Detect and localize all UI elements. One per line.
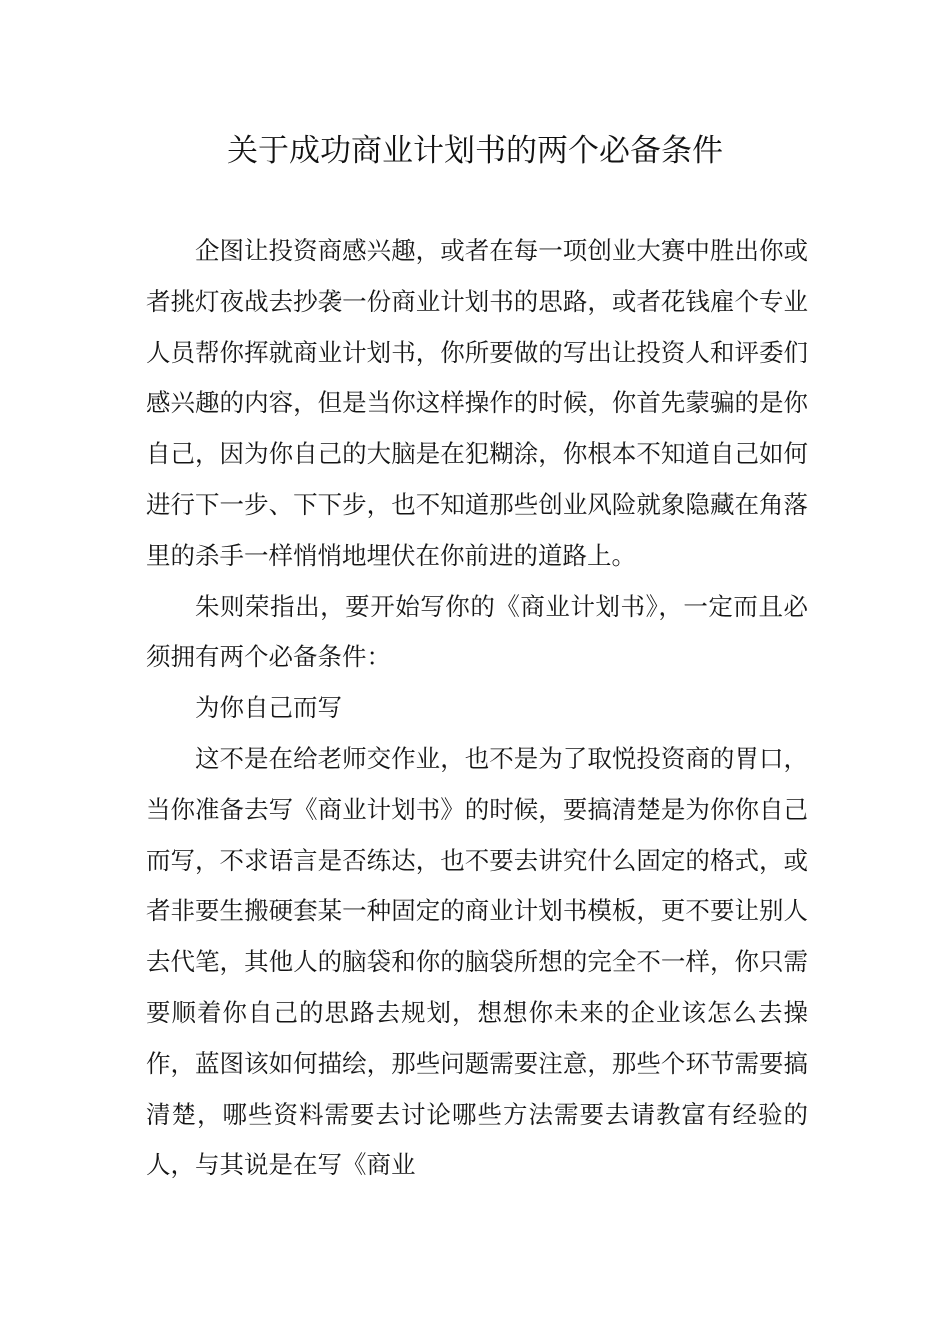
paragraph-1: 企图让投资商感兴趣，或者在每一项创业大赛中胜出你或者挑灯夜战去抄袭一份商业计划书的思路，或者花钱雇个专业人员帮你挥就商业计划书，你所要做的写出让投资人和评委们感兴趣的内容，但是当你这样操作的时候，你首先蒙骗的是你自己，因为你自己的大脑是在犯糊涂，你根本不知道自己如何进行下一步、下下步，也不知道那些创业风险就象隐藏在角落里的杀手一样悄悄地埋伏在你前进的道路上。 bbox=[146, 236, 808, 570]
document-title: 关于成功商业计划书的两个必备条件 bbox=[227, 133, 723, 169]
document-body bbox=[146, 226, 808, 1191]
section-heading: 为你自己而写 bbox=[195, 693, 342, 723]
paragraph-3: 这不是在给老师交作业，也不是为了取悦投资商的胃口，当你准备去写《商业计划书》的时候，要搞清楚是为你你自己而写，不求语言是否练达，也不要去讲究什么固定的格式，或者非要生搬硬套某一种固定的商业计划书模板，更不要让别人去代笔，其他人的脑袋和你的脑袋所想的完全不一样，你只需要顺着你自己的思路去规划，想想你未来的企业该怎么去操作，蓝图该如何描绘，那些问题需要注意，那些个环节需要搞清楚，哪些资料需要去讨论哪些方法需要去请教富有经验的人，与其说是在写《商业 bbox=[146, 743, 808, 1180]
paragraph-2: 朱则荣指出，要开始写你的《商业计划书》，一定而且必须拥有两个必备条件： bbox=[146, 591, 808, 672]
